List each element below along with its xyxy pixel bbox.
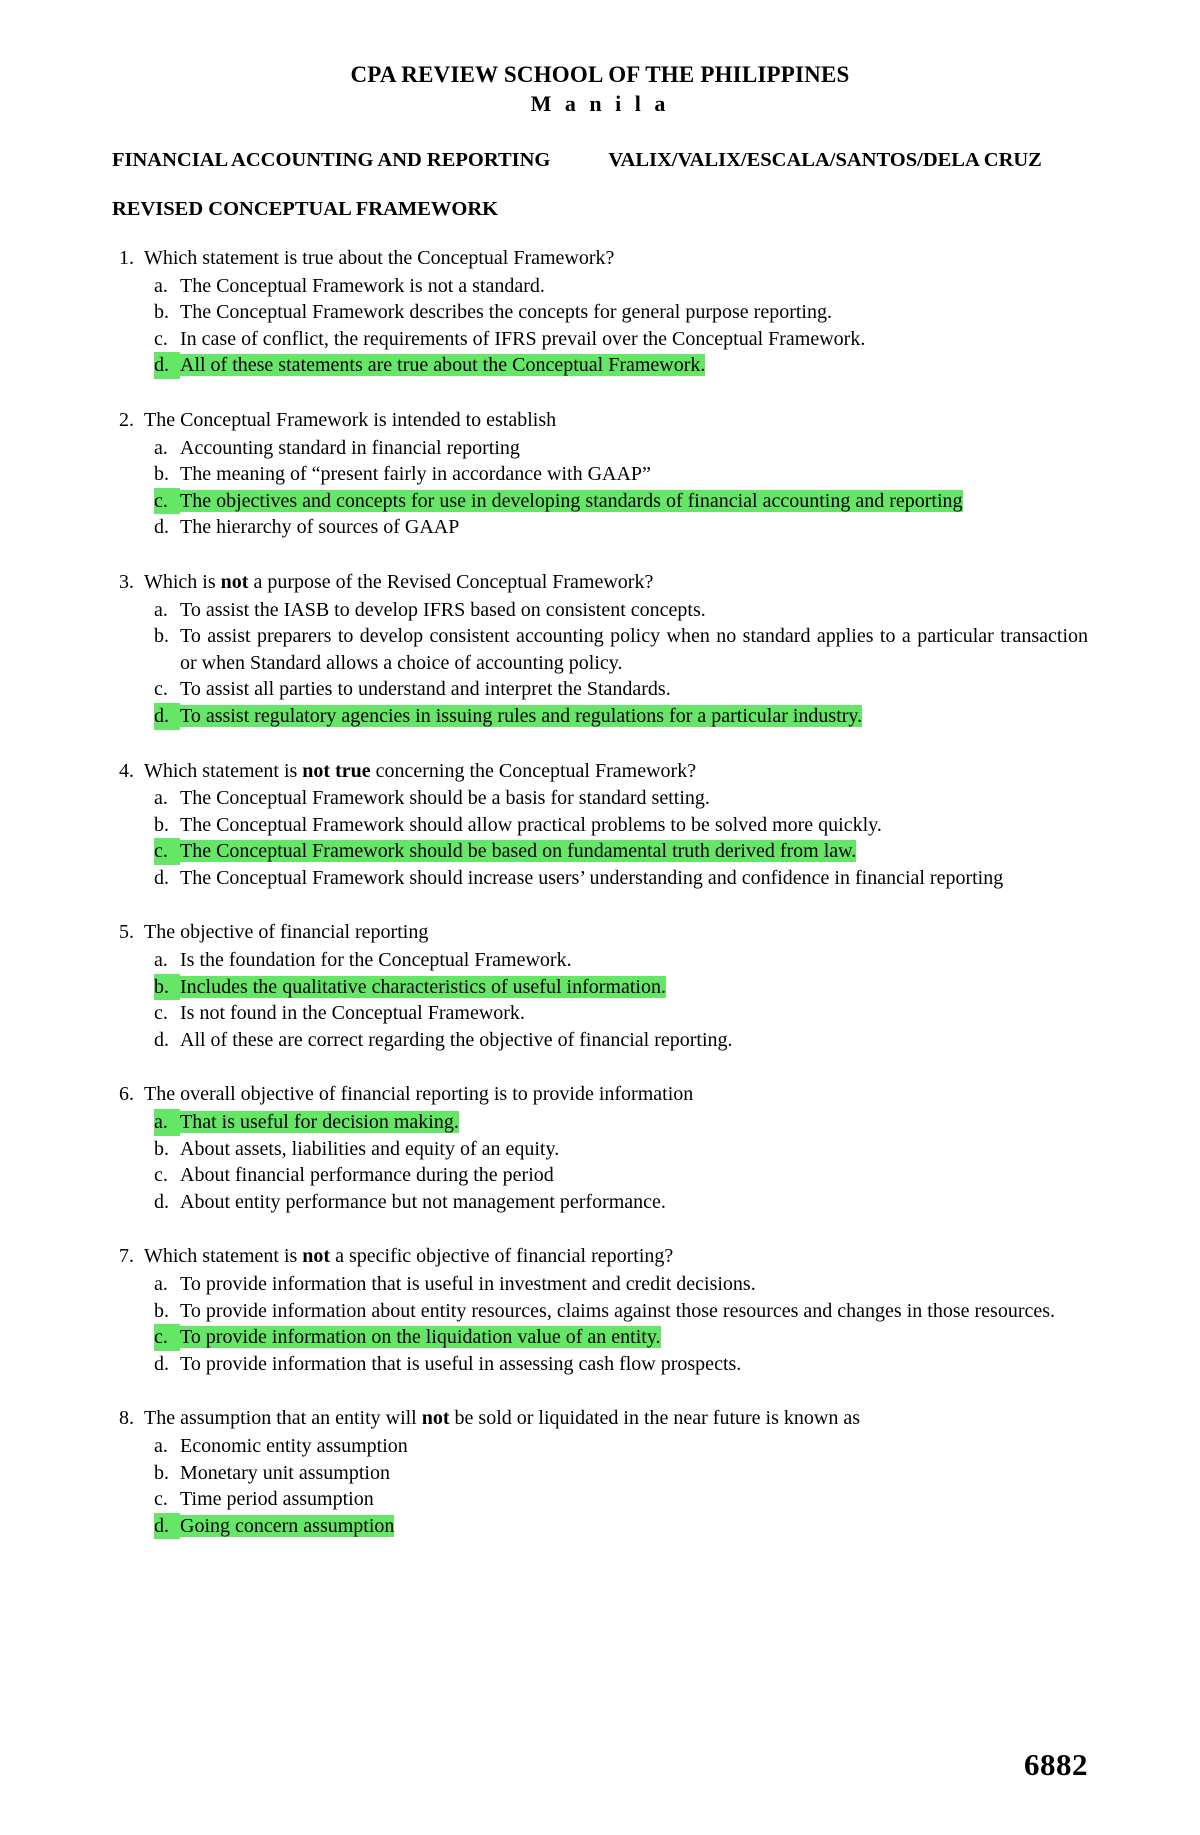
choice-option-highlighted[interactable] xyxy=(154,1109,1088,1136)
choice-option[interactable] xyxy=(154,326,1088,353)
question-text: The overall objective of financial reporting is to provide information xyxy=(144,1083,694,1106)
choice-letter: b. xyxy=(154,301,169,324)
question-block xyxy=(112,1405,1088,1539)
question-text: Which statement is not true concerning the Conceptual Framework? xyxy=(144,759,697,782)
choice-text: Accounting standard in financial reporting xyxy=(180,436,520,459)
choice-letter: d. xyxy=(154,1028,169,1051)
choice-letter: a. xyxy=(154,949,168,972)
choice-option-highlighted[interactable] xyxy=(154,974,1088,1001)
choice-text: Monetary unit assumption xyxy=(180,1461,390,1484)
choice-letter: d. xyxy=(154,1190,169,1213)
choice-option[interactable] xyxy=(154,1271,1088,1298)
choice-option[interactable] xyxy=(154,1189,1088,1216)
choice-text: To assist regulatory agencies in issuing rules and regulations for a particular industry. xyxy=(180,704,863,727)
choice-text: The Conceptual Framework is not a standard. xyxy=(180,274,545,297)
choice-option-highlighted[interactable] xyxy=(154,488,1088,515)
choice-option-highlighted[interactable] xyxy=(154,1513,1088,1540)
choice-letter: c. xyxy=(154,488,180,515)
choice-text: To provide information on the liquidation value of an entity. xyxy=(180,1326,661,1349)
choice-text: The Conceptual Framework should be a basis for standard setting. xyxy=(180,787,710,810)
question-text: The assumption that an entity will not be sold or liquidated in the near future is known as xyxy=(144,1407,860,1430)
choice-option[interactable] xyxy=(154,1027,1088,1054)
choice-list xyxy=(112,273,1088,379)
choice-text: About financial performance during the period xyxy=(180,1164,554,1187)
choice-text: The meaning of “present fairly in accordance with GAAP” xyxy=(180,463,651,486)
choice-option-highlighted[interactable] xyxy=(154,838,1088,865)
choice-text: Economic entity assumption xyxy=(180,1434,408,1457)
question-text: Which is not a purpose of the Revised Conceptual Framework? xyxy=(144,570,654,593)
question-number: 4. xyxy=(119,759,134,782)
question-line xyxy=(112,407,1088,434)
choice-list xyxy=(112,597,1088,730)
choice-option-highlighted[interactable] xyxy=(154,703,1088,730)
question-line xyxy=(112,758,1088,785)
choice-letter: c. xyxy=(154,327,168,350)
choice-option[interactable] xyxy=(154,623,1088,676)
choice-letter: b. xyxy=(154,974,180,1001)
question-block xyxy=(112,245,1088,379)
choice-text: About entity performance but not management performance. xyxy=(180,1190,666,1213)
choice-option[interactable] xyxy=(154,461,1088,488)
question-block xyxy=(112,1081,1088,1215)
question-number: 1. xyxy=(119,247,134,269)
page-code: 6882 xyxy=(1024,1747,1088,1782)
questions-list xyxy=(112,245,1088,1539)
choice-text: About assets, liabilities and equity of an equity. xyxy=(180,1137,560,1160)
choice-letter: a. xyxy=(154,598,168,621)
question-line xyxy=(112,1405,1088,1432)
question-block xyxy=(112,758,1088,892)
choice-letter: b. xyxy=(154,625,169,648)
choice-option[interactable] xyxy=(154,299,1088,326)
choice-text: Time period assumption xyxy=(180,1488,374,1511)
choice-list xyxy=(112,1109,1088,1215)
choice-option[interactable] xyxy=(154,514,1088,541)
question-number: 3. xyxy=(119,570,134,593)
school-city: M a n i l a xyxy=(530,91,670,116)
course-header xyxy=(112,149,1088,172)
choice-letter: d. xyxy=(154,1513,180,1540)
choice-text: In case of conflict, the requirements of IFRS prevail over the Conceptual Framework. xyxy=(180,327,866,350)
choice-letter: a. xyxy=(154,1434,168,1457)
choice-text: To assist all parties to understand and interpret the Standards. xyxy=(180,678,671,701)
choice-letter: b. xyxy=(154,1299,169,1322)
choice-text: That is useful for decision making. xyxy=(180,1111,459,1134)
choice-list xyxy=(112,947,1088,1053)
question-block xyxy=(112,407,1088,541)
choice-letter: d. xyxy=(154,866,169,889)
choice-letter: c. xyxy=(154,1164,168,1187)
choice-option[interactable] xyxy=(154,676,1088,703)
choice-option[interactable] xyxy=(154,1486,1088,1513)
choice-letter: b. xyxy=(154,1137,169,1160)
choice-text: All of these statements are true about the Conceptual Framework. xyxy=(180,354,706,377)
question-text: The Conceptual Framework is intended to establish xyxy=(144,408,557,431)
choice-option[interactable] xyxy=(154,1460,1088,1487)
question-line xyxy=(112,569,1088,596)
choice-list xyxy=(112,785,1088,891)
choice-option[interactable] xyxy=(154,435,1088,462)
choice-option[interactable] xyxy=(154,1351,1088,1378)
choice-text: To provide information that is useful in investment and credit decisions. xyxy=(180,1273,756,1295)
question-block xyxy=(112,569,1088,730)
question-line xyxy=(112,245,1088,272)
choice-text: To assist the IASB to develop IFRS based on consistent concepts. xyxy=(180,598,706,621)
choice-letter: a. xyxy=(154,787,168,810)
choice-text: To provide information about entity resources, claims against those resources and changes in those resources. xyxy=(180,1299,1056,1322)
choice-list xyxy=(112,1433,1088,1539)
choice-option[interactable] xyxy=(154,1162,1088,1189)
choice-text: The hierarchy of sources of GAAP xyxy=(180,516,460,539)
choice-letter: a. xyxy=(154,274,168,297)
choice-text: Is not found in the Conceptual Framework. xyxy=(180,1002,525,1025)
choice-letter: d. xyxy=(154,1352,169,1375)
choice-option[interactable] xyxy=(154,812,1088,839)
choice-list xyxy=(112,435,1088,541)
choice-list xyxy=(112,1271,1088,1377)
choice-text: The Conceptual Framework should increase users’ understanding and confidence in financial reporting xyxy=(180,866,1004,889)
choice-text: The objectives and concepts for use in developing standards of financial accounting and reporting xyxy=(180,489,963,512)
topic-title: REVISED CONCEPTUAL FRAMEWORK xyxy=(112,198,499,220)
question-number: 5. xyxy=(119,921,134,944)
question-line xyxy=(112,1081,1088,1108)
choice-letter: c. xyxy=(154,1488,168,1511)
question-number: 8. xyxy=(119,1407,134,1430)
choice-text: Going concern assumption xyxy=(180,1514,395,1537)
choice-option-highlighted[interactable] xyxy=(154,352,1088,379)
choice-letter: a. xyxy=(154,436,168,459)
choice-letter: c. xyxy=(154,678,168,701)
question-number: 7. xyxy=(119,1245,134,1268)
choice-option[interactable] xyxy=(154,785,1088,812)
choice-option[interactable] xyxy=(154,1000,1088,1027)
choice-text: To provide information that is useful in assessing cash flow prospects. xyxy=(180,1352,742,1375)
question-text: Which statement is not a specific objective of financial reporting? xyxy=(144,1245,674,1268)
choice-letter: b. xyxy=(154,813,169,836)
choice-text: Is the foundation for the Conceptual Framework. xyxy=(180,949,572,972)
choice-text: The Conceptual Framework describes the concepts for general purpose reporting. xyxy=(180,301,832,324)
choice-letter: d. xyxy=(154,703,180,730)
question-text: The objective of financial reporting xyxy=(144,921,429,944)
choice-option[interactable] xyxy=(154,273,1088,300)
choice-option[interactable] xyxy=(154,1298,1088,1325)
choice-text: To assist preparers to develop consistent accounting policy when no standard applies to a particular transaction or when Standard allows a choice of accounting policy. xyxy=(180,625,1088,674)
question-line xyxy=(112,919,1088,946)
choice-letter: d. xyxy=(154,516,169,539)
choice-letter: a. xyxy=(154,1109,180,1136)
question-number: 2. xyxy=(119,408,134,431)
choice-text: Includes the qualitative characteristics of useful information. xyxy=(180,975,666,998)
question-block xyxy=(112,919,1088,1053)
question-number: 6. xyxy=(119,1083,134,1106)
choice-option[interactable] xyxy=(154,1433,1088,1460)
choice-letter: c. xyxy=(154,838,180,865)
choice-letter: b. xyxy=(154,1461,169,1484)
course-authors: VALIX/VALIX/ESCALA/SANTOS/DELA CRUZ xyxy=(608,149,1042,171)
choice-option[interactable] xyxy=(154,865,1088,892)
choice-option[interactable] xyxy=(154,597,1088,624)
choice-text: All of these are correct regarding the objective of financial reporting. xyxy=(180,1028,733,1051)
choice-option[interactable] xyxy=(154,1136,1088,1163)
question-block xyxy=(112,1243,1088,1377)
choice-letter: d. xyxy=(154,352,180,379)
choice-letter: c. xyxy=(154,1002,168,1025)
question-text: Which statement is true about the Conceptual Framework? xyxy=(144,247,615,269)
question-line xyxy=(112,1243,1088,1270)
school-title: CPA REVIEW SCHOOL OF THE PHILIPPINES xyxy=(350,62,850,87)
choice-letter: c. xyxy=(154,1324,180,1351)
course-name: FINANCIAL ACCOUNTING AND REPORTING xyxy=(112,149,551,171)
choice-text: The Conceptual Framework should be based on fundamental truth derived from law. xyxy=(180,840,857,863)
choice-text: The Conceptual Framework should allow practical problems to be solved more quickly. xyxy=(180,813,882,836)
choice-option-highlighted[interactable] xyxy=(154,1324,1088,1351)
choice-option[interactable] xyxy=(154,947,1088,974)
choice-letter: a. xyxy=(154,1273,168,1295)
choice-letter: b. xyxy=(154,463,169,486)
